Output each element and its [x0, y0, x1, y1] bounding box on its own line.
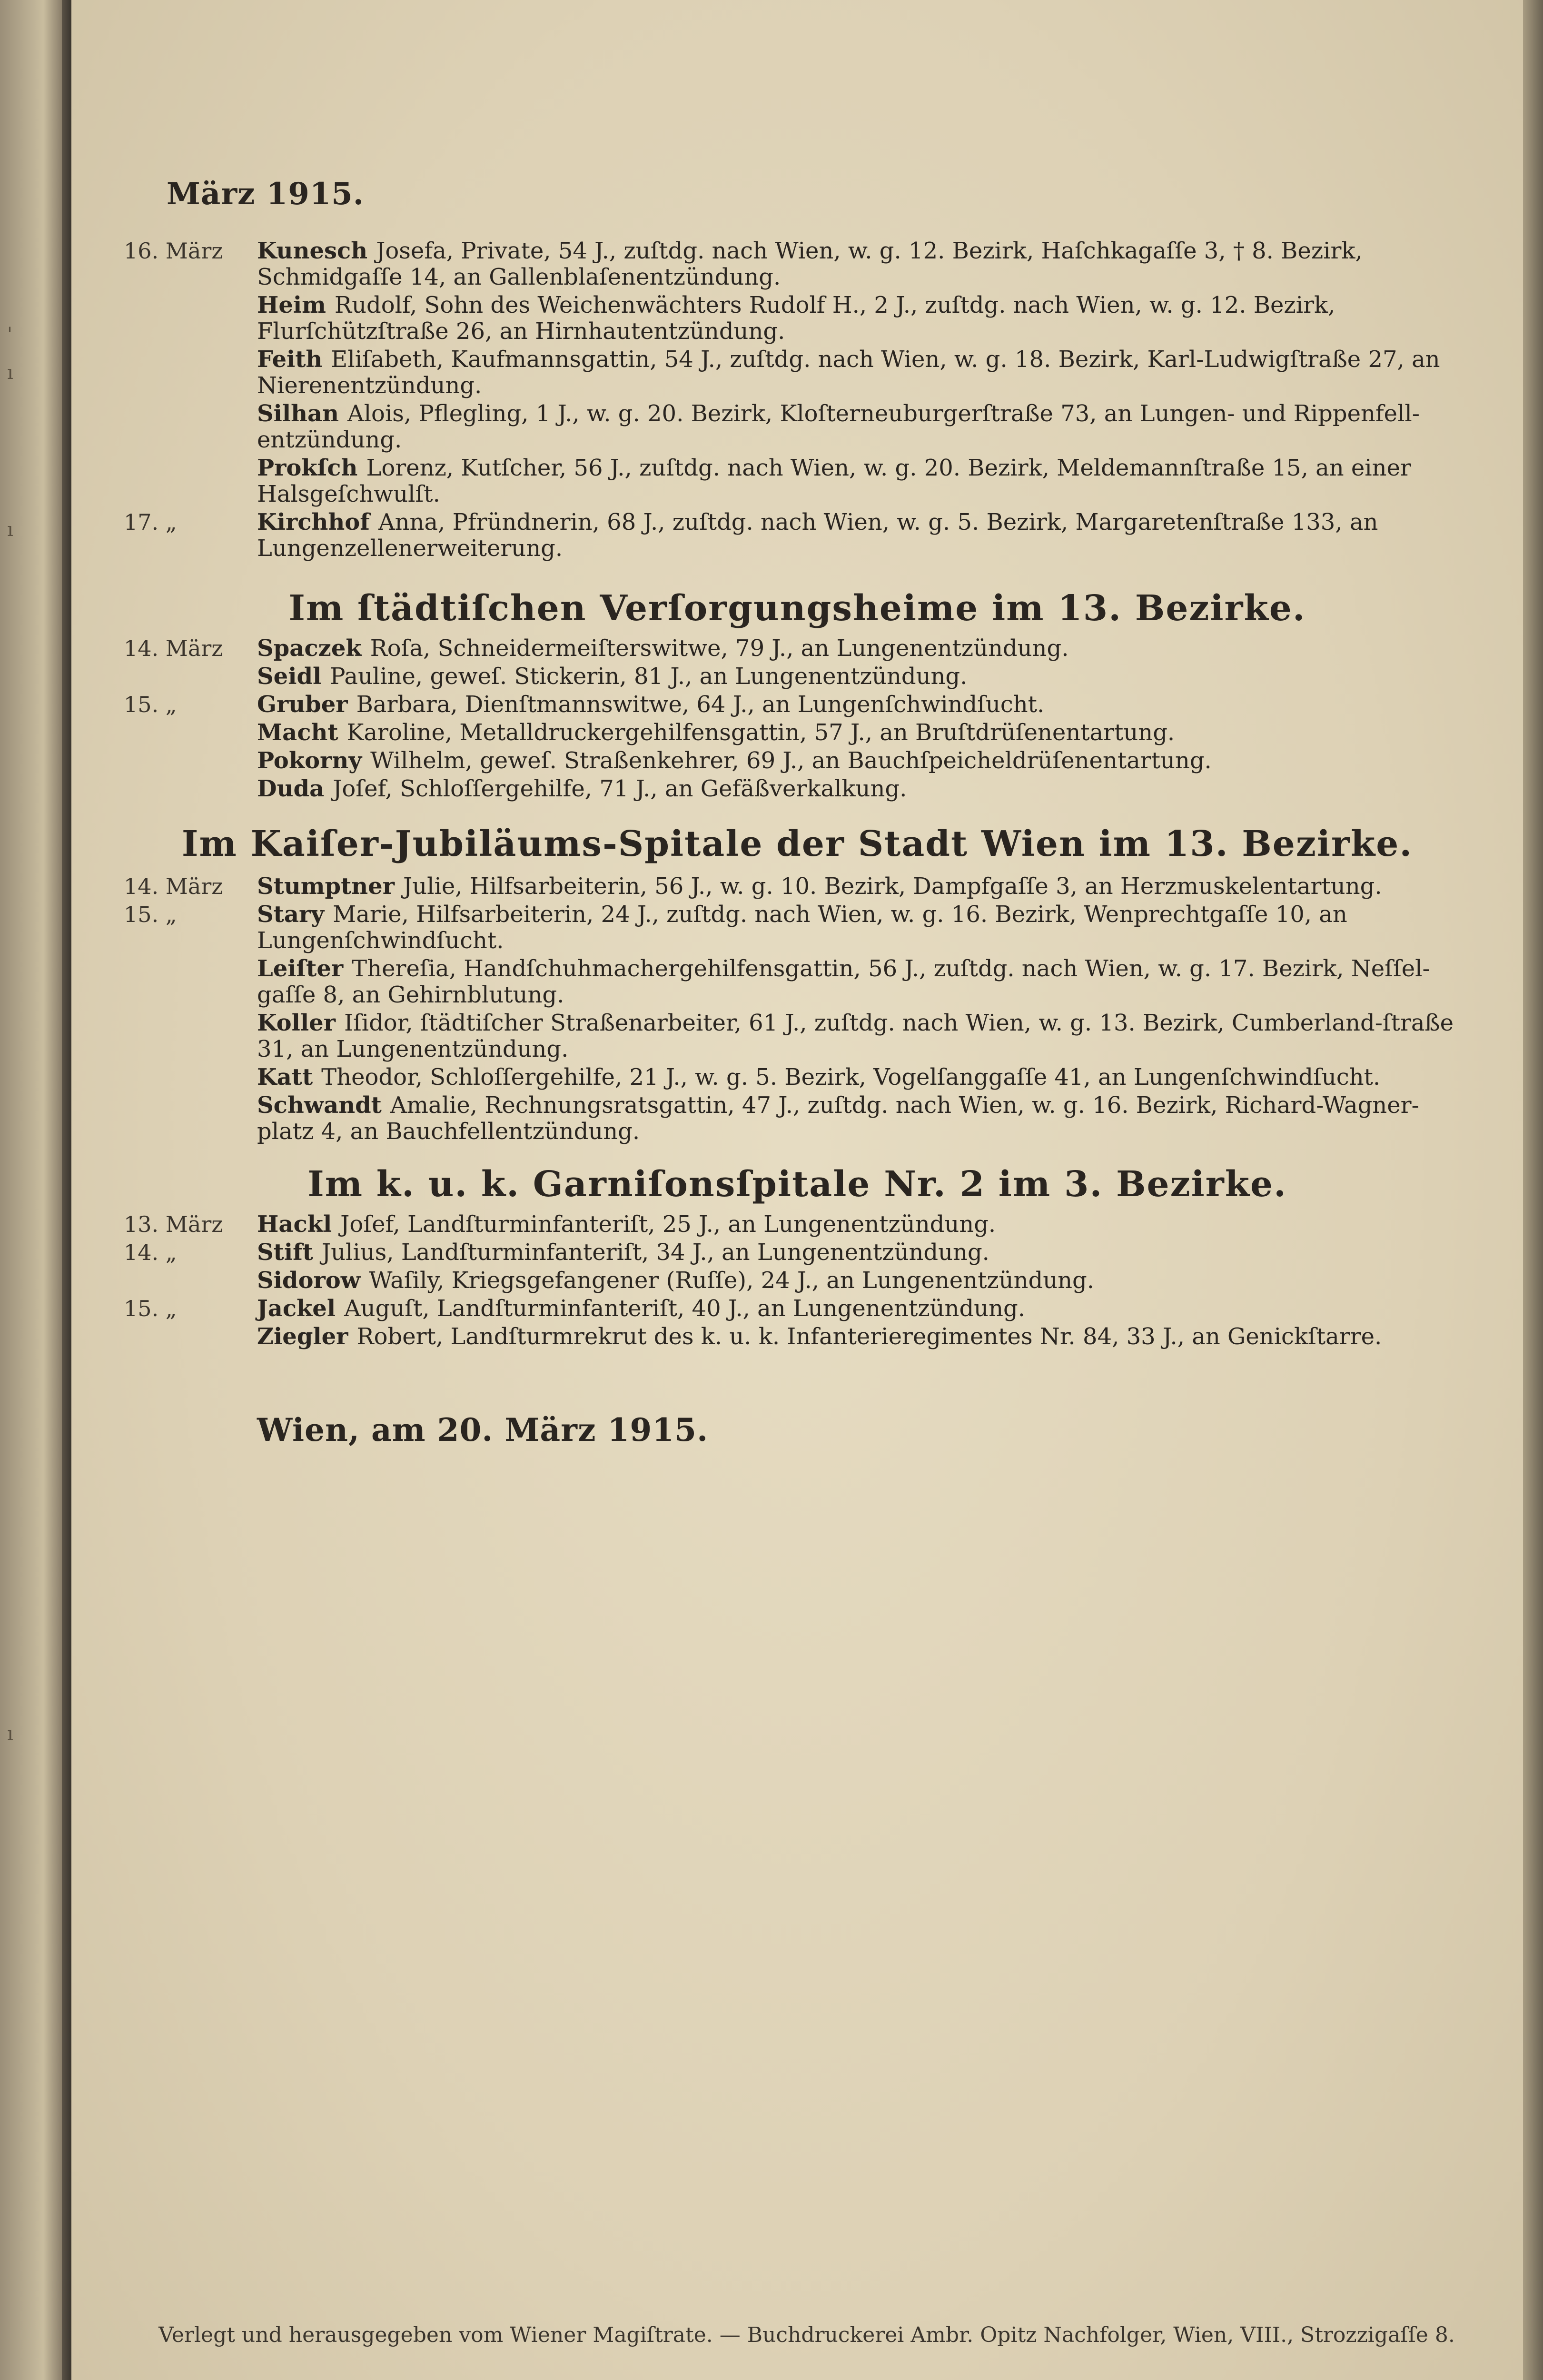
entry-text	[257, 956, 1466, 1008]
entry-surname: Stary	[257, 901, 325, 928]
entry-details: Joſef, Schloſſergehilfe, 71 J., an Gefäßverkalkung.	[333, 775, 907, 802]
margin-mark: ı	[7, 362, 13, 384]
section-title-versorgungsheim: Im ſtädtiſchen Verſorgungsheime im 13. Bezirke.	[288, 588, 1306, 629]
entry-date: 16. März	[124, 238, 223, 264]
entry-text	[257, 873, 1466, 900]
entry-text	[257, 748, 1466, 774]
death-entry	[71, 1324, 1523, 1350]
entry-surname: Silhan	[257, 400, 339, 427]
book-spine	[62, 0, 71, 2380]
entry-details: Robert, Landſturmrekrut des k. u. k. Infanterieregimentes Nr. 84, 33 J., an Genickſtarre.	[356, 1323, 1382, 1350]
entry-surname: Jackel	[257, 1295, 336, 1322]
entry-date: 13. März	[124, 1211, 223, 1237]
death-entry	[71, 455, 1523, 507]
document-page	[71, 0, 1523, 2380]
entry-details: Auguſt, Landſturminfanteriſt, 40 J., an Lungenentzündung.	[344, 1295, 1025, 1322]
entry-text	[257, 1092, 1466, 1145]
death-entry	[71, 692, 1523, 718]
entry-text	[257, 776, 1466, 802]
entry-surname: Kunesch	[257, 238, 368, 264]
entry-date: 17. „	[124, 509, 177, 535]
entry-details: Thereſia, Handſchuhmachergehilfensgattin, 56 J., zuſtdg. nach Wien, w. g. 17. Bezirk, Neſſel-gaſſe 8, an Gehirnblutung.	[257, 955, 1430, 1008]
section-title-kaiser-jubilaeums-spital: Im Kaiſer-Jubiläums-Spitale der Stadt Wien im 13. Bezirke.	[181, 823, 1413, 864]
death-entry	[71, 1211, 1523, 1238]
page-header-month: März 1915.	[167, 176, 365, 212]
entry-surname: Ziegler	[257, 1323, 348, 1350]
death-entry	[71, 1268, 1523, 1294]
entry-details: Eliſabeth, Kaufmannsgattin, 54 J., zuſtdg. nach Wien, w. g. 18. Bezirk, Karl-Ludwigſtraße 27, an Nierenentzündung.	[257, 346, 1440, 399]
entry-surname: Macht	[257, 719, 338, 746]
death-entry	[71, 1092, 1523, 1145]
entry-date: 14. „	[124, 1240, 177, 1265]
entry-details: Waſily, Kriegsgefangener (Ruſſe), 24 J., an Lungenentzündung.	[369, 1267, 1095, 1294]
entry-details: Barbara, Dienſtmannswitwe, 64 J., an Lungenſchwindſucht.	[356, 691, 1045, 718]
death-entry	[71, 720, 1523, 746]
entry-text	[257, 692, 1466, 718]
entry-details: Wilhelm, geweſ. Straßenkehrer, 69 J., an Bauchſpeicheldrüſenentartung.	[370, 747, 1212, 774]
entry-text	[257, 347, 1466, 399]
entry-surname: Spaczek	[257, 635, 362, 662]
section-title-garnisonsspital: Im k. u. k. Garniſonsſpitale Nr. 2 im 3. Bezirke.	[307, 1164, 1287, 1205]
death-entry	[71, 748, 1523, 774]
death-entry	[71, 509, 1523, 562]
entry-date: 14. März	[124, 635, 223, 661]
entry-date: 15. „	[124, 902, 177, 927]
margin-mark: '	[7, 324, 12, 346]
entry-text	[257, 720, 1466, 746]
entry-details: Joſef, Landſturminfanteriſt, 25 J., an Lungenentzündung.	[340, 1211, 996, 1238]
entry-date: 14. März	[124, 873, 223, 899]
entry-surname: Hackl	[257, 1211, 332, 1238]
entry-list-general	[71, 238, 1523, 564]
entry-details: Iſidor, ſtädtiſcher Straßenarbeiter, 61 J., zuſtdg. nach Wien, w. g. 13. Bezirk, Cumberland-ſtraße 31, an Lungenentzündung.	[257, 1010, 1454, 1062]
margin-mark: ı	[7, 1723, 13, 1745]
entry-details: Julie, Hilfsarbeiterin, 56 J., w. g. 10. Bezirk, Dampfgaſſe 3, an Herzmuskelentartung.	[403, 873, 1382, 900]
death-entry	[71, 1010, 1523, 1062]
page-edge-right	[1523, 0, 1543, 2380]
entry-text	[257, 1240, 1466, 1266]
entry-list-versorgungsheim	[71, 635, 1523, 804]
entry-text	[257, 1268, 1466, 1294]
entry-text	[257, 1296, 1466, 1322]
death-entry	[71, 238, 1523, 290]
death-entry	[71, 1240, 1523, 1266]
entry-details: Theodor, Schloſſergehilfe, 21 J., w. g. 5. Bezirk, Vogelſanggaſſe 41, an Lungenſchwindſucht.	[321, 1064, 1381, 1091]
entry-details: Roſa, Schneidermeiſterswitwe, 79 J., an Lungenentzündung.	[370, 635, 1069, 662]
entry-surname: Seidl	[257, 663, 322, 690]
previous-page-edge	[0, 0, 62, 2380]
death-entry	[71, 664, 1523, 690]
entry-text	[257, 635, 1466, 662]
entry-surname: Duda	[257, 775, 325, 802]
entry-details: Amalie, Rechnungsratsgattin, 47 J., zuſtdg. nach Wien, w. g. 16. Bezirk, Richard-Wagner-platz 4, an Bauchfellentzündung.	[257, 1092, 1419, 1145]
entry-surname: Pokorny	[257, 747, 362, 774]
entry-surname: Kirchhof	[257, 509, 370, 536]
entry-text	[257, 664, 1466, 690]
death-entry	[71, 902, 1523, 954]
entry-details: Karoline, Metalldruckergehilfensgattin, 57 J., an Bruſtdrüſenentartung.	[346, 719, 1175, 746]
death-entry	[71, 635, 1523, 662]
entry-details: Alois, Pflegling, 1 J., w. g. 20. Bezirk, Kloſterneuburgerſtraße 73, an Lungen- und Rippenfell-entzündung.	[257, 400, 1420, 453]
death-entry	[71, 292, 1523, 345]
entry-surname: Feith	[257, 346, 323, 373]
entry-surname: Stift	[257, 1239, 313, 1266]
entry-details: Josefa, Private, 54 J., zuſtdg. nach Wien, w. g. 12. Bezirk, Haſchkagaſſe 3, † 8. Bezirk, Schmidgaſſe 14, an Gallenblaſenentzündung.	[257, 238, 1363, 290]
entry-surname: Koller	[257, 1010, 336, 1036]
entry-details: Julius, Landſturminfanteriſt, 34 J., an Lungenentzündung.	[321, 1239, 989, 1266]
entry-surname: Schwandt	[257, 1092, 382, 1119]
death-entry	[71, 1064, 1523, 1091]
entry-text	[257, 292, 1466, 345]
closing-place-date: Wien, am 20. März 1915.	[257, 1411, 709, 1448]
entry-surname: Heim	[257, 292, 326, 318]
entry-text	[257, 401, 1466, 453]
entry-list-garnisonsspital	[71, 1211, 1523, 1352]
margin-mark: ı	[7, 519, 13, 541]
entry-text	[257, 902, 1466, 954]
entry-surname: Katt	[257, 1064, 313, 1091]
death-entry	[71, 873, 1523, 900]
entry-text	[257, 455, 1466, 507]
entry-surname: Stumptner	[257, 873, 395, 900]
entry-date: 15. „	[124, 692, 177, 717]
publisher-imprint: Verlegt und herausgegeben vom Wiener Magiſtrate. — Buchdruckerei Ambr. Opitz Nachfolger, Wien, VIII., Strozzigaſſe 8.	[158, 2323, 1455, 2347]
entry-text	[257, 238, 1466, 290]
death-entry	[71, 956, 1523, 1008]
entry-surname: Gruber	[257, 691, 348, 718]
death-entry	[71, 1296, 1523, 1322]
entry-date: 15. „	[124, 1296, 177, 1321]
death-entry	[71, 776, 1523, 802]
entry-details: Rudolf, Sohn des Weichenwächters Rudolf H., 2 J., zuſtdg. nach Wien, w. g. 12. Bezirk, Flurſchützſtraße 26, an Hirnhautentzündung.	[257, 292, 1335, 345]
entry-text	[257, 509, 1466, 562]
entry-list-kaiser-jubilaeums-spital	[71, 873, 1523, 1147]
entry-text	[257, 1010, 1466, 1062]
entry-surname: Prokſch	[257, 455, 358, 481]
entry-text	[257, 1064, 1466, 1091]
entry-surname: Leiſter	[257, 955, 344, 982]
entry-details: Anna, Pfründnerin, 68 J., zuſtdg. nach Wien, w. g. 5. Bezirk, Margaretenſtraße 133, an Lungenzellenerweiterung.	[257, 509, 1378, 562]
entry-text	[257, 1324, 1466, 1350]
entry-details: Pauline, geweſ. Stickerin, 81 J., an Lungenentzündung.	[330, 663, 968, 690]
death-entry	[71, 347, 1523, 399]
death-entry	[71, 401, 1523, 453]
entry-details: Lorenz, Kutſcher, 56 J., zuſtdg. nach Wien, w. g. 20. Bezirk, Meldemannſtraße 15, an einer Halsgeſchwulſt.	[257, 455, 1411, 507]
entry-details: Marie, Hilfsarbeiterin, 24 J., zuſtdg. nach Wien, w. g. 16. Bezirk, Wenprechtgaſſe 10, an Lungenſchwindſucht.	[257, 901, 1347, 954]
entry-text	[257, 1211, 1466, 1238]
entry-surname: Sidorow	[257, 1267, 361, 1294]
